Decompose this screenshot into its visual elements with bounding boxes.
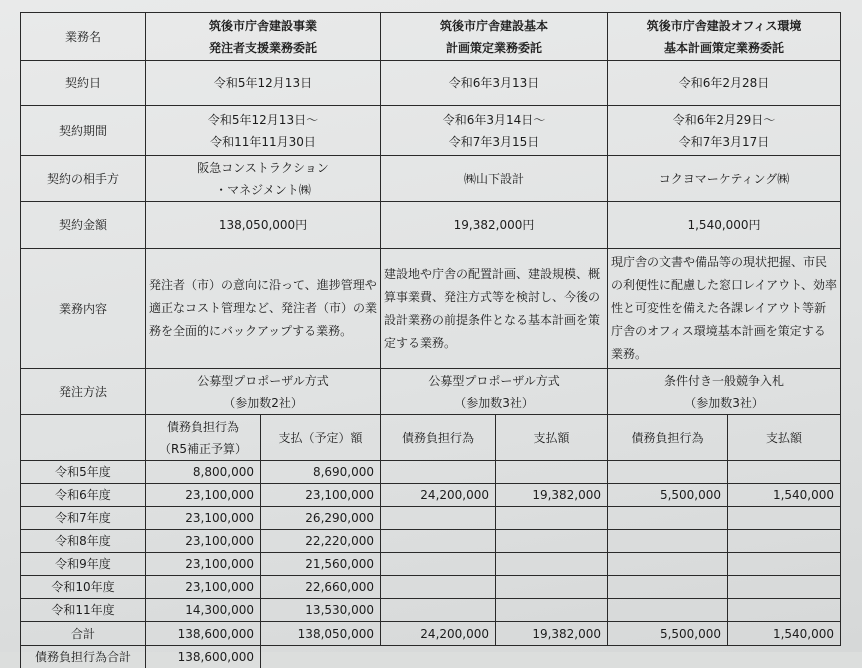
label-method: 発注方法: [21, 369, 146, 415]
row-debt-total: [21, 646, 841, 668]
year-value: 23,100,000: [146, 530, 261, 553]
year-value: [496, 553, 608, 576]
label-party: 契約の相手方: [21, 156, 146, 202]
total-value: 138,050,000: [261, 622, 381, 646]
year-value: [608, 576, 728, 599]
year-value: [608, 530, 728, 553]
contract-2-method: 公募型プロポーザル方式 （参加数3社）: [381, 369, 608, 415]
year-value: 13,530,000: [261, 599, 381, 622]
label-total: 合計: [21, 622, 146, 646]
year-value: 23,100,000: [146, 484, 261, 507]
contract-3-name: 筑後市庁舎建設オフィス環境 基本計画策定業務委託: [608, 13, 841, 61]
contract-1-method: 公募型プロポーザル方式 （参加数2社）: [146, 369, 381, 415]
year-value: 22,220,000: [261, 530, 381, 553]
year-value: 19,382,000: [496, 484, 608, 507]
contract-3-date: 令和6年2月28日: [608, 61, 841, 106]
year-value: [728, 576, 841, 599]
year-value: 23,100,000: [146, 507, 261, 530]
year-label: 令和11年度: [21, 599, 146, 622]
contract-3-col-b: 支払額: [728, 415, 841, 461]
contract-3-amount: 1,540,000円: [608, 202, 841, 249]
year-label: 令和8年度: [21, 530, 146, 553]
contract-1-col-b: 支払（予定）額: [261, 415, 381, 461]
year-row: [21, 530, 841, 553]
contract-3-method: 条件付き一般競争入札 （参加数3社）: [608, 369, 841, 415]
year-label: 令和5年度: [21, 461, 146, 484]
contract-1-period: 令和5年12月13日～ 令和11年11月30日: [146, 106, 381, 156]
row-party: [21, 156, 841, 202]
year-row: [21, 576, 841, 599]
year-value: [608, 507, 728, 530]
year-value: 23,100,000: [146, 553, 261, 576]
year-label: 令和7年度: [21, 507, 146, 530]
year-value: [496, 461, 608, 484]
label-debt-total: 債務負担行為合計: [21, 646, 146, 668]
year-value: 22,660,000: [261, 576, 381, 599]
contract-3-party: コクヨマーケティング㈱: [608, 156, 841, 202]
row-subheader: [21, 415, 841, 461]
year-value: 23,100,000: [261, 484, 381, 507]
contract-2-name: 筑後市庁舎建設基本 計画策定業務委託: [381, 13, 608, 61]
contract-1-date: 令和5年12月13日: [146, 61, 381, 106]
label-content: 業務内容: [21, 249, 146, 369]
contract-2-col-b: 支払額: [496, 415, 608, 461]
year-value: [728, 553, 841, 576]
row-name: [21, 13, 841, 61]
row-method: [21, 369, 841, 415]
contract-1-party: 阪急コンストラクション ・マネジメント㈱: [146, 156, 381, 202]
subheader-blank: [21, 415, 146, 461]
contract-2-amount: 19,382,000円: [381, 202, 608, 249]
contract-1-col-a: 債務負担行為 （R5補正予算）: [146, 415, 261, 461]
year-value: [381, 599, 496, 622]
year-value: [496, 507, 608, 530]
contract-2-date: 令和6年3月13日: [381, 61, 608, 106]
total-value: 5,500,000: [608, 622, 728, 646]
year-value: 26,290,000: [261, 507, 381, 530]
year-value: [496, 599, 608, 622]
label-period: 契約期間: [21, 106, 146, 156]
year-value: [496, 530, 608, 553]
year-row: [21, 484, 841, 507]
year-label: 令和10年度: [21, 576, 146, 599]
year-value: [496, 576, 608, 599]
year-label: 令和6年度: [21, 484, 146, 507]
year-value: 8,690,000: [261, 461, 381, 484]
year-row: [21, 507, 841, 530]
total-value: 24,200,000: [381, 622, 496, 646]
contract-1-name: 筑後市庁舎建設事業 発注者支援業務委託: [146, 13, 381, 61]
year-value: [728, 599, 841, 622]
row-amount: [21, 202, 841, 249]
year-value: [381, 530, 496, 553]
year-value: [728, 507, 841, 530]
year-value: [381, 507, 496, 530]
row-total: [21, 622, 841, 646]
year-row: [21, 599, 841, 622]
year-value: [381, 576, 496, 599]
row-period: [21, 106, 841, 156]
contract-3-content: 現庁舎の文書や備品等の現状把握、市民の利便性に配慮した窓口レイアウト、効率性と可変性を備えた各課レイアウト等新庁舎のオフィス環境基本計画を策定する業務。: [608, 249, 841, 369]
contract-2-party: ㈱山下設計: [381, 156, 608, 202]
year-row: [21, 553, 841, 576]
contract-1-amount: 138,050,000円: [146, 202, 381, 249]
year-value: [608, 599, 728, 622]
year-value: [728, 530, 841, 553]
year-value: 5,500,000: [608, 484, 728, 507]
row-content: [21, 249, 841, 369]
contract-3-period: 令和6年2月29日～ 令和7年3月17日: [608, 106, 841, 156]
year-value: [608, 461, 728, 484]
contract-3-col-a: 債務負担行為: [608, 415, 728, 461]
year-value: 8,800,000: [146, 461, 261, 484]
year-row: [21, 461, 841, 484]
contract-2-col-a: 債務負担行為: [381, 415, 496, 461]
year-value: [381, 553, 496, 576]
contract-table: [20, 12, 841, 668]
year-value: [381, 461, 496, 484]
total-value: 1,540,000: [728, 622, 841, 646]
label-name: 業務名: [21, 13, 146, 61]
label-amount: 契約金額: [21, 202, 146, 249]
total-value: 138,600,000: [146, 622, 261, 646]
label-date: 契約日: [21, 61, 146, 106]
year-value: [728, 461, 841, 484]
year-value: 21,560,000: [261, 553, 381, 576]
contract-2-period: 令和6年3月14日～ 令和7年3月15日: [381, 106, 608, 156]
debt-total-value: 138,600,000: [146, 646, 261, 668]
year-value: 24,200,000: [381, 484, 496, 507]
year-value: 14,300,000: [146, 599, 261, 622]
year-value: 23,100,000: [146, 576, 261, 599]
contract-1-content: 発注者（市）の意向に沿って、進捗管理や適正なコスト管理など、発注者（市）の業務を全面的にバックアップする業務。: [146, 249, 381, 369]
row-date: [21, 61, 841, 106]
year-label: 令和9年度: [21, 553, 146, 576]
total-value: 19,382,000: [496, 622, 608, 646]
year-value: [608, 553, 728, 576]
year-value: 1,540,000: [728, 484, 841, 507]
contract-2-content: 建設地や庁舎の配置計画、建設規模、概算事業費、発注方式等を検討し、今後の設計業務の前提条件となる基本計画を策定する業務。: [381, 249, 608, 369]
